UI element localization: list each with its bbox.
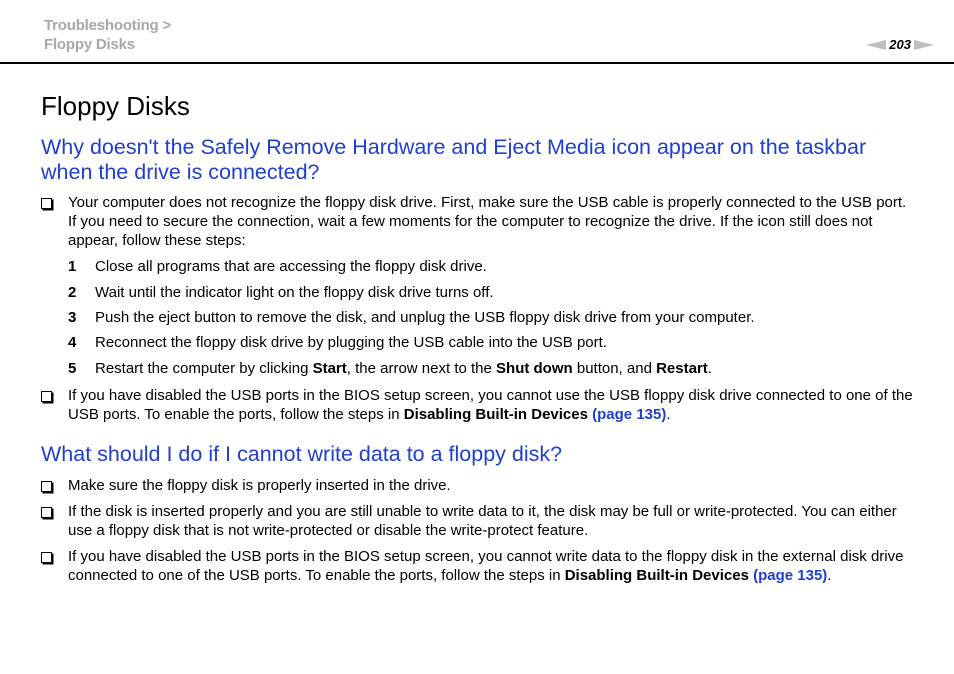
page-number: 203 bbox=[889, 37, 911, 52]
step-number: 2 bbox=[68, 284, 77, 301]
paragraph: Your computer does not recognize the floppy disk drive. First, make sure the USB cable is properly connected to the USB port. If you need to secure the connection, wait a few moments for the computer to recognize the drive. If the icon still does not appear, follow these steps: bbox=[68, 194, 907, 249]
step-number: 5 bbox=[68, 360, 77, 377]
step-number: 4 bbox=[68, 334, 77, 351]
step-text: Wait until the indicator light on the floppy disk drive turns off. bbox=[95, 284, 494, 301]
paragraph: If you have disabled the USB ports in the BIOS setup screen, you cannot use the USB floppy disk drive connected to one of the USB ports. To enable the ports, follow the steps in Disabling Built-in Devices (page 135). bbox=[68, 387, 913, 423]
previous-page-icon[interactable] bbox=[866, 40, 886, 50]
breadcrumb-parent[interactable]: Troubleshooting > bbox=[44, 17, 172, 34]
checkbox-bullet-icon bbox=[41, 198, 52, 209]
paragraph: If you have disabled the USB ports in the BIOS setup screen, you cannot write data to the floppy disk in the external disk drive connected to one of the USB ports. To enable the ports, follow the steps in Disabling Built-in Devices (page 135). bbox=[68, 548, 904, 584]
paragraph: Make sure the floppy disk is properly inserted in the drive. bbox=[68, 477, 451, 494]
reference-title: Disabling Built-in Devices bbox=[403, 406, 588, 423]
step-text: Push the eject button to remove the disk, and unplug the USB floppy disk drive from your computer. bbox=[95, 309, 755, 326]
paragraph: If the disk is inserted properly and you are still unable to write data to it, the disk may be full or write-protected. You can either use a floppy disk that is not write-protected or disable the write-protect feature. bbox=[68, 503, 897, 539]
page-link[interactable]: (page 135) bbox=[592, 406, 667, 423]
checkbox-bullet-icon bbox=[41, 552, 52, 563]
step-text: Close all programs that are accessing the floppy disk drive. bbox=[95, 258, 487, 275]
next-page-icon[interactable] bbox=[914, 40, 934, 50]
checkbox-bullet-icon bbox=[41, 391, 52, 402]
step-number: 3 bbox=[68, 309, 77, 326]
page-title: Floppy Disks bbox=[41, 91, 190, 121]
checkbox-bullet-icon bbox=[41, 481, 52, 492]
checkbox-bullet-icon bbox=[41, 507, 52, 518]
step-text: Reconnect the floppy disk drive by plugging the USB cable into the USB port. bbox=[95, 334, 607, 351]
step-number: 1 bbox=[68, 258, 77, 275]
page-link[interactable]: (page 135) bbox=[753, 567, 828, 584]
reference-title: Disabling Built-in Devices bbox=[564, 567, 749, 584]
page-navigator bbox=[866, 37, 934, 52]
section-heading-eject-icon: Why doesn't the Safely Remove Hardware and Eject Media icon appear on the taskbar when the drive is connected? bbox=[41, 135, 867, 184]
breadcrumb-current: Floppy Disks bbox=[44, 36, 135, 53]
section-heading-write-data: What should I do if I cannot write data to a floppy disk? bbox=[41, 442, 563, 466]
step-text: Restart the computer by clicking Start, the arrow next to the Shut down button, and Restart. bbox=[95, 360, 712, 377]
header-divider bbox=[0, 62, 954, 64]
